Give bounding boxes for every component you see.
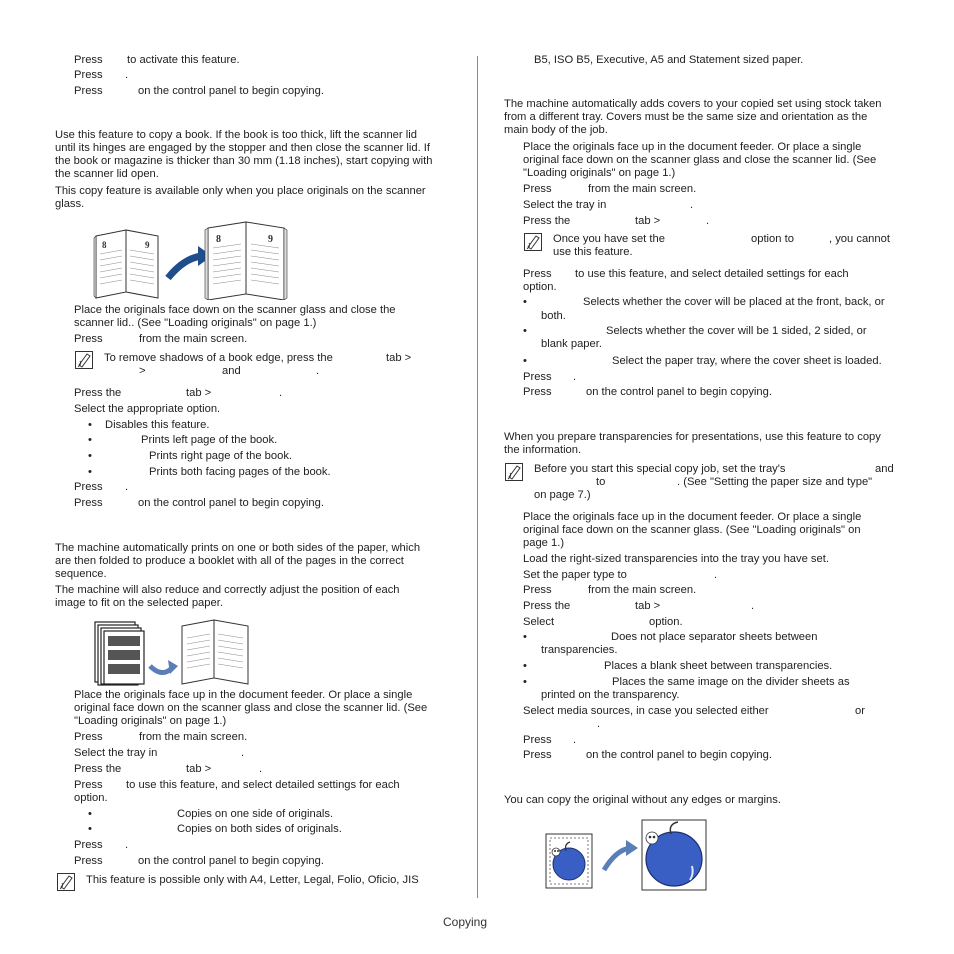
- note-text: use this feature.: [553, 246, 633, 258]
- step-text: .: [706, 215, 710, 227]
- step-text: to activate this feature.: [127, 54, 240, 66]
- step-text: Select: [523, 616, 555, 628]
- step-text: .: [259, 763, 263, 775]
- large-book-figure: [205, 222, 287, 300]
- bullet: •: [88, 466, 92, 478]
- step-text: .: [241, 747, 245, 759]
- step-text: on the control panel to begin copying.: [138, 855, 324, 867]
- step-text: from the main screen.: [139, 731, 248, 743]
- step-text: Press: [523, 749, 552, 761]
- step-text: tab >: [186, 763, 212, 775]
- note-text: >: [139, 365, 146, 377]
- option-text: Select the paper tray, where the cover sheet is loaded.: [612, 355, 882, 367]
- paragraph-line: the book or magazine is thicker than 30 mm (1.18 inches), start copying with: [55, 155, 433, 167]
- paragraph-line: Use this feature to copy a book. If the book is too thick, lift the scanner lid: [55, 129, 417, 141]
- step-text: scanner lid.. (See "Loading originals" on page 1.): [74, 317, 317, 329]
- bullet: •: [88, 823, 92, 835]
- step-text: Select the appropriate option.: [74, 403, 221, 415]
- note-text: . (See "Setting the paper size and type": [677, 476, 873, 488]
- step-text: .: [690, 199, 694, 211]
- option-text: Places a blank sheet between transparencies.: [604, 660, 833, 672]
- step-text: Press: [74, 54, 103, 66]
- note-text: Once you have set the: [553, 233, 665, 245]
- option-text: Prints left page of the book.: [141, 434, 278, 446]
- step-text: Press: [523, 386, 552, 398]
- page-number-label: 9: [145, 240, 150, 250]
- step-text: Place the originals face up in the document feeder. Or place a single: [523, 141, 862, 153]
- step-text: Press: [523, 734, 552, 746]
- bullet: •: [523, 660, 527, 672]
- step-text: option.: [649, 616, 683, 628]
- option-text: Prints right page of the book.: [149, 450, 293, 462]
- note-icon: [74, 350, 94, 370]
- bullet: •: [523, 355, 527, 367]
- paragraph-line: from a different tray. Covers must be the same size and orientation as the: [504, 111, 868, 123]
- note-text: and: [222, 365, 241, 377]
- step-text: Press: [74, 839, 103, 851]
- note-icon: [504, 462, 524, 482]
- page-footer: Copying: [443, 915, 488, 929]
- note-text: option to: [751, 233, 794, 245]
- option-text: Copies on one side of originals.: [177, 808, 334, 820]
- step-text: .: [125, 481, 129, 493]
- small-book-figure: [94, 230, 158, 298]
- step-text: original face down on the scanner glass and close the scanner lid. (See: [523, 154, 877, 166]
- step-text: Press: [523, 183, 552, 195]
- note-text: on page 7.): [534, 489, 591, 501]
- step-text: on the control panel to begin copying.: [586, 749, 772, 761]
- step-text: Select media sources, in case you selected either: [523, 705, 769, 717]
- step-text: on the control panel to begin copying.: [586, 386, 772, 398]
- step-text: .: [714, 569, 718, 581]
- step-text: Place the originals face up in the document feeder. Or place a single: [523, 511, 862, 523]
- bullet: •: [88, 419, 92, 431]
- step-text: Select the tray in: [523, 199, 607, 211]
- step-text: to use this feature, and select detailed settings for each: [126, 779, 400, 791]
- step-text: Press: [74, 497, 103, 509]
- note-text: To remove shadows of a book edge, press the: [104, 352, 333, 364]
- paragraph-line: are then folded to produce a booklet with all of the pages in the correct: [55, 555, 404, 567]
- paragraph-line: image to fit on the selected paper.: [55, 597, 223, 609]
- step-text: "Loading originals" on page 1.): [523, 167, 676, 179]
- arrow-head-icon: [626, 840, 638, 856]
- bullet: •: [523, 676, 527, 688]
- step-text: tab >: [186, 387, 212, 399]
- step-text: .: [751, 600, 755, 612]
- step-text: Select the tray in: [74, 747, 158, 759]
- option-text: Does not place separator sheets between: [611, 631, 818, 643]
- note-text: tab >: [386, 352, 412, 364]
- note-text: B5, ISO B5, Executive, A5 and Statement sized paper.: [534, 54, 804, 66]
- paragraph-line: The machine automatically prints on one or both sides of the paper, which: [55, 542, 421, 554]
- option-text: blank paper.: [541, 338, 602, 350]
- note-text: , you cannot: [829, 233, 890, 245]
- paragraph-line: sequence.: [55, 568, 107, 580]
- step-text: .: [573, 371, 577, 383]
- column-divider: [477, 56, 478, 898]
- option-text: Copies on both sides of originals.: [177, 823, 342, 835]
- step-text: .: [125, 69, 129, 81]
- page-number-label: 8: [102, 240, 107, 250]
- step-text: Press: [523, 268, 552, 280]
- option-text: Selects whether the cover will be 1 sided, 2 sided, or: [606, 325, 867, 337]
- step-text: from the main screen.: [588, 584, 697, 596]
- book-copy-illustration: [88, 218, 298, 300]
- paragraph-line: main body of the job.: [504, 124, 608, 136]
- arrow-icon: [168, 256, 202, 278]
- step-text: Press the: [74, 387, 122, 399]
- note-text: .: [316, 365, 320, 377]
- option-text: Prints both facing pages of the book.: [149, 466, 331, 478]
- bullet: •: [523, 631, 527, 643]
- step-text: page 1.): [523, 537, 565, 549]
- step-text: Press the: [523, 600, 571, 612]
- bullet: •: [88, 808, 92, 820]
- step-text: or: [855, 705, 865, 717]
- bullet: •: [523, 325, 527, 337]
- paragraph-line: The machine will also reduce and correctly adjust the position of each: [55, 584, 400, 596]
- paragraph-line: The machine automatically adds covers to your copied set using stock taken: [504, 98, 882, 110]
- step-text: Load the right-sized transparencies into the tray you have set.: [523, 553, 829, 565]
- step-text: original face down on the scanner glass and close the scanner lid. (See: [74, 702, 428, 714]
- step-text: Press: [74, 69, 103, 81]
- booklet-figure: [182, 620, 248, 684]
- note-icon: [523, 232, 543, 252]
- step-text: Place the originals face up in the document feeder. Or place a single: [74, 689, 413, 701]
- note-text: and: [875, 463, 894, 475]
- step-text: Press: [74, 481, 103, 493]
- step-text: Press the: [523, 215, 571, 227]
- step-text: on the control panel to begin copying.: [138, 497, 324, 509]
- step-text: Press: [74, 85, 103, 97]
- option-text: both.: [541, 310, 566, 322]
- bullet: •: [523, 296, 527, 308]
- page-number-label: 8: [216, 234, 221, 245]
- paragraph-line: the information.: [504, 444, 582, 456]
- step-text: from the main screen.: [588, 183, 697, 195]
- paragraph-line: until its hinges are engaged by the stopper and then close the scanner lid. If: [55, 142, 431, 154]
- page-number-label: 9: [268, 234, 273, 245]
- step-text: Press the: [74, 763, 122, 775]
- step-text: from the main screen.: [139, 333, 248, 345]
- page-stack-content: [108, 636, 140, 674]
- option-text: Selects whether the cover will be placed at the front, back, or: [583, 296, 885, 308]
- paragraph-line: You can copy the original without any edges or margins.: [504, 794, 781, 806]
- note-icon: [56, 872, 76, 892]
- step-text: on the control panel to begin copying.: [138, 85, 324, 97]
- step-text: Press: [74, 333, 103, 345]
- paragraph-line: the scanner lid open.: [55, 168, 159, 180]
- step-text: tab >: [635, 600, 661, 612]
- borderless-copy-figure: [642, 820, 706, 890]
- step-text: option.: [74, 792, 108, 804]
- bullet: •: [88, 450, 92, 462]
- step-text: tab >: [635, 215, 661, 227]
- step-text: original face down on the scanner glass. (See "Loading originals" on: [523, 524, 861, 536]
- step-text: Press: [74, 731, 103, 743]
- note-text: This feature is possible only with A4, Letter, Legal, Folio, Oficio, JIS: [86, 874, 419, 886]
- step-text: to use this feature, and select detailed settings for each: [575, 268, 849, 280]
- step-text: Press: [74, 779, 103, 791]
- step-text: "Loading originals" on page 1.): [74, 715, 227, 727]
- paragraph-line: When you prepare transparencies for presentations, use this feature to copy: [504, 431, 881, 443]
- option-text: printed on the transparency.: [541, 689, 680, 701]
- original-with-margins-figure: [546, 834, 592, 888]
- step-text: Press: [523, 371, 552, 383]
- edge-erase-illustration: [544, 818, 710, 892]
- step-text: .: [125, 839, 129, 851]
- step-text: .: [279, 387, 283, 399]
- paragraph-line: This copy feature is available only when you place originals on the scanner: [55, 185, 426, 197]
- step-text: option.: [523, 281, 557, 293]
- note-text: to: [596, 476, 606, 488]
- step-text: Press: [523, 584, 552, 596]
- arrow-icon: [150, 666, 172, 673]
- step-text: .: [597, 718, 601, 730]
- note-text: Before you start this special copy job, set the tray's: [534, 463, 786, 475]
- paragraph-line: glass.: [55, 198, 85, 210]
- option-text: Places the same image on the divider sheets as: [612, 676, 850, 688]
- step-text: Place the originals face down on the scanner glass and close the: [74, 304, 396, 316]
- bullet: •: [88, 434, 92, 446]
- step-text: .: [573, 734, 577, 746]
- option-text: transparencies.: [541, 644, 618, 656]
- option-text: Disables this feature.: [105, 419, 210, 431]
- step-text: Set the paper type to: [523, 569, 627, 581]
- booklet-illustration: [92, 616, 254, 686]
- step-text: Press: [74, 855, 103, 867]
